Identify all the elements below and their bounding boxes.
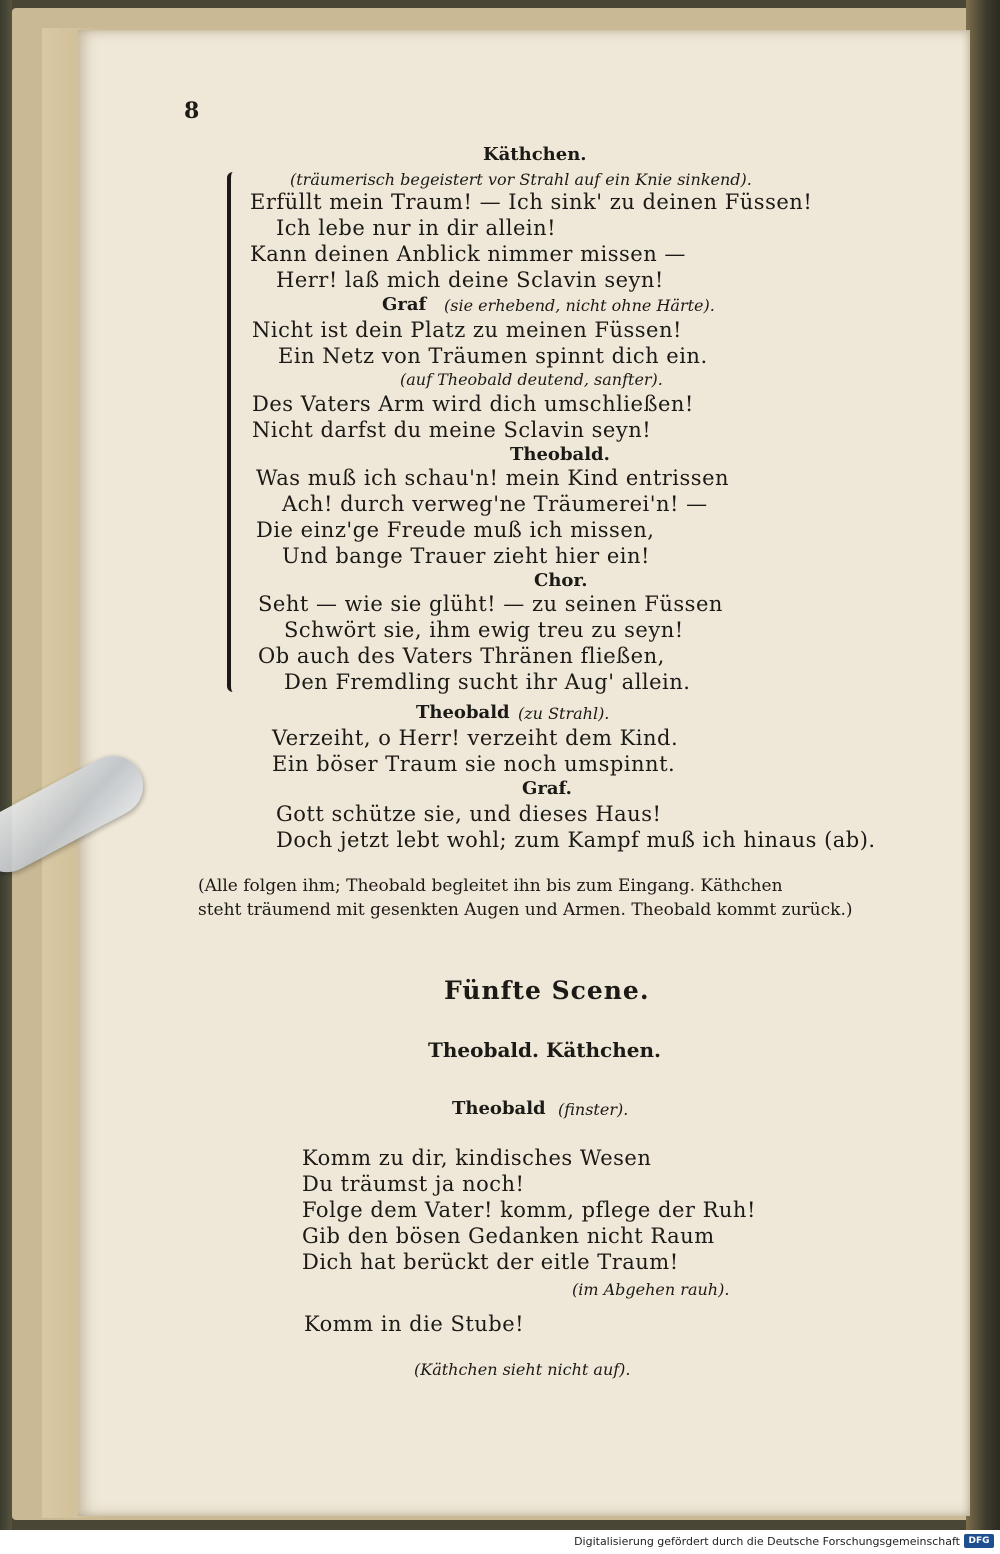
speaker-kaethchen: Käthchen. xyxy=(483,144,587,165)
verse-line: Ach! durch verweg'ne Träumerei'n! — xyxy=(282,492,708,516)
speaker-graf: Graf xyxy=(382,294,427,315)
footer-bar xyxy=(0,1530,1000,1554)
stage-direction: (sie erhebend, nicht ohne Härte). xyxy=(444,296,715,315)
verse-line: Gib den bösen Gedanken nicht Raum xyxy=(302,1224,715,1248)
verse-line: Und bange Trauer zieht hier ein! xyxy=(282,544,650,568)
verse-line: Die einz'ge Freude muß ich missen, xyxy=(256,518,655,542)
verse-line: Des Vaters Arm wird dich umschließen! xyxy=(252,392,694,416)
verse-line: Komm in die Stube! xyxy=(304,1312,525,1336)
book-right-edge xyxy=(966,0,1000,1530)
speaker-theobald: Theobald xyxy=(416,702,510,723)
scene-title: Fünfte Scene. xyxy=(444,976,650,1005)
verse-line: Ein böser Traum sie noch umspinnt. xyxy=(272,752,676,776)
verse-line: Komm zu dir, kindisches Wesen xyxy=(302,1146,652,1170)
stage-direction: (zu Strahl). xyxy=(518,704,610,723)
dfg-logo: DFG xyxy=(964,1534,994,1548)
stage-direction: (auf Theobald deutend, sanfter). xyxy=(400,370,663,389)
stage-direction: (Alle folgen ihm; Theobald begleitet ihn bis zum Eingang. Käthchen xyxy=(198,876,783,896)
footer-credit: Digitalisierung gefördert durch die Deutsche Forschungsgemeinschaft xyxy=(574,1535,960,1548)
verse-line: Gott schütze sie, und dieses Haus! xyxy=(276,802,662,826)
verse-line: Verzeiht, o Herr! verzeiht dem Kind. xyxy=(272,726,679,750)
stage-direction: (träumerisch begeistert vor Strahl auf ein Knie sinkend). xyxy=(290,170,752,189)
verse-line: Dich hat berückt der eitle Traum! xyxy=(302,1250,679,1274)
book-page xyxy=(78,30,970,1516)
stage-direction: (finster). xyxy=(558,1100,629,1119)
verse-line: Kann deinen Anblick nimmer missen — xyxy=(250,242,686,266)
speaker-theobald: Theobald. xyxy=(510,444,610,465)
verse-line: Nicht darfst du meine Sclavin seyn! xyxy=(252,418,652,442)
speaker-theobald: Theobald xyxy=(452,1098,546,1119)
verse-line: Ich lebe nur in dir allein! xyxy=(276,216,557,240)
verse-line: Ob auch des Vaters Thränen fließen, xyxy=(258,644,665,668)
verse-line: Nicht ist dein Platz zu meinen Füssen! xyxy=(252,318,682,342)
scene-persons: Theobald. Käthchen. xyxy=(428,1038,662,1062)
verse-line: Was muß ich schau'n! mein Kind entrissen xyxy=(256,466,730,490)
verse-bracket xyxy=(227,172,241,692)
verse-line: Schwört sie, ihm ewig treu zu seyn! xyxy=(284,618,684,642)
speaker-graf: Graf. xyxy=(522,778,572,799)
book-spine xyxy=(0,0,12,1530)
stage-direction: (Käthchen sieht nicht auf). xyxy=(414,1360,631,1379)
verse-line: Herr! laß mich deine Sclavin seyn! xyxy=(276,268,664,292)
verse-line: Du träumst ja noch! xyxy=(302,1172,525,1196)
verse-line: Den Fremdling sucht ihr Aug' allein. xyxy=(284,670,691,694)
page-number: 8 xyxy=(184,98,200,124)
speaker-chor: Chor. xyxy=(534,570,588,591)
verse-line: Erfüllt mein Traum! — Ich sink' zu deinen Füssen! xyxy=(250,190,813,214)
verse-line: Seht — wie sie glüht! — zu seinen Füssen xyxy=(258,592,723,616)
stage-direction: (im Abgehen rauh). xyxy=(572,1280,730,1299)
verse-line: Folge dem Vater! komm, pflege der Ruh! xyxy=(302,1198,756,1222)
verse-line: Doch jetzt lebt wohl; zum Kampf muß ich hinaus (ab). xyxy=(276,828,876,852)
verse-line: Ein Netz von Träumen spinnt dich ein. xyxy=(278,344,708,368)
stage-direction: steht träumend mit gesenkten Augen und Armen. Theobald kommt zurück.) xyxy=(198,900,853,920)
